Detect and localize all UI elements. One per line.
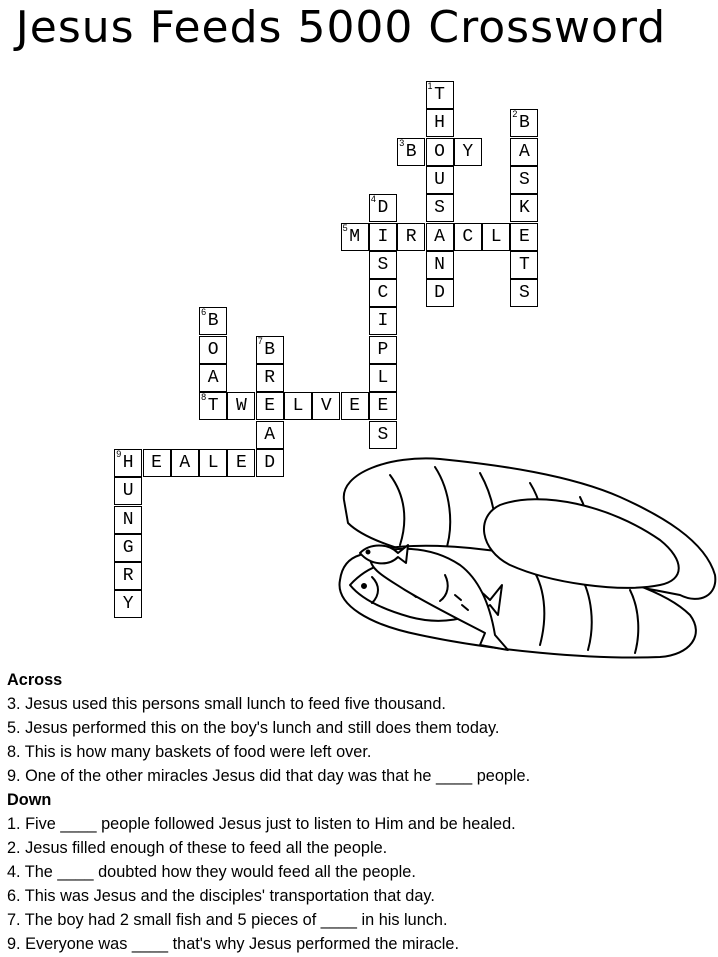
crossword-cell <box>510 194 538 222</box>
cell-letter: Y <box>462 141 474 162</box>
clue-across: 3. Jesus used this persons small lunch to feed five thousand. <box>7 695 446 713</box>
crossword-cell <box>227 392 255 420</box>
crossword-cell <box>369 223 397 251</box>
clue-across: 8. This is how many baskets of food were left over. <box>7 743 372 761</box>
cell-letter: E <box>264 396 276 417</box>
cell-letter: B <box>207 311 219 332</box>
clue-down: 9. Everyone was ____ that's why Jesus performed the miracle. <box>7 935 459 953</box>
crossword-cell <box>426 166 454 194</box>
crossword-cell <box>397 138 425 166</box>
cell-letter: R <box>405 226 417 247</box>
cell-letter: C <box>462 226 474 247</box>
crossword-cell <box>114 562 142 590</box>
clue-number: 2 <box>512 109 518 120</box>
crossword-cell <box>426 194 454 222</box>
crossword-cell <box>114 477 142 505</box>
crossword-cell <box>510 166 538 194</box>
cell-letter: A <box>179 452 191 473</box>
cell-letter: E <box>518 226 530 247</box>
crossword-cell <box>256 364 284 392</box>
crossword-cell <box>369 194 397 222</box>
clue-down: 6. This was Jesus and the disciples' transportation that day. <box>7 887 435 905</box>
cell-letter: R <box>122 566 134 587</box>
cell-letter: L <box>207 452 219 473</box>
crossword-cell <box>114 449 142 477</box>
clue-down: 1. Five ____ people followed Jesus just to listen to Him and be healed. <box>7 815 516 833</box>
crossword-cell <box>143 449 171 477</box>
cell-letter: D <box>264 452 276 473</box>
cell-letter: C <box>377 283 389 304</box>
cell-letter: T <box>207 396 219 417</box>
crossword-cell <box>256 336 284 364</box>
crossword-cell <box>341 392 369 420</box>
cell-letter: B <box>264 339 276 360</box>
cell-letter: A <box>207 368 219 388</box>
cell-letter: S <box>434 198 445 219</box>
cell-letter: S <box>377 424 389 445</box>
cell-letter: S <box>518 169 530 190</box>
clue-down: 4. The ____ doubted how they would feed all the people. <box>7 863 416 881</box>
cell-letter: D <box>377 198 389 219</box>
crossword-cell <box>369 364 397 392</box>
cell-letter: E <box>377 396 389 417</box>
crossword-cell <box>227 449 255 477</box>
crossword-cell <box>426 279 454 307</box>
page-title: Jesus Feeds 5000 Crossword <box>15 2 667 53</box>
clue-number: 9 <box>116 448 122 459</box>
clue-down: 2. Jesus filled enough of these to feed all the people. <box>7 839 388 857</box>
cell-letter: A <box>518 141 530 162</box>
cell-letter: T <box>434 85 445 105</box>
crossword-cell <box>510 279 538 307</box>
clue-across: 5. Jesus performed this on the boy's lunch and still does them today. <box>7 719 500 737</box>
cell-letter: B <box>405 141 417 162</box>
crossword-cell <box>199 307 227 335</box>
crossword-cell <box>369 336 397 364</box>
crossword-cell <box>256 392 284 420</box>
crossword-cell <box>369 307 397 335</box>
crossword-cell <box>426 223 454 251</box>
crossword-cell <box>454 138 482 166</box>
crossword-cell <box>426 81 454 109</box>
crossword-cell <box>114 534 142 562</box>
clue-number: 5 <box>342 222 348 233</box>
cell-letter: N <box>122 509 134 530</box>
cell-letter: N <box>434 254 445 275</box>
cell-letter: G <box>122 537 134 558</box>
cell-letter: O <box>207 339 219 360</box>
cell-letter: I <box>377 311 389 332</box>
cell-letter: I <box>377 226 389 247</box>
cell-letter: K <box>518 198 530 219</box>
clue-number: 7 <box>257 335 263 346</box>
crossword-cell <box>397 223 425 251</box>
crossword-cell <box>426 109 454 137</box>
cell-letter: W <box>235 396 247 417</box>
cell-letter: A <box>264 424 276 445</box>
cell-letter: T <box>518 254 530 275</box>
crossword-cell <box>369 392 397 420</box>
crossword-cell <box>369 279 397 307</box>
crossword-cell <box>454 223 482 251</box>
across-heading: Across <box>7 671 63 689</box>
crossword-cell <box>199 392 227 420</box>
cell-letter: V <box>320 396 332 417</box>
crossword-cell <box>510 251 538 279</box>
cell-letter: L <box>490 226 502 247</box>
cell-letter: S <box>518 283 530 304</box>
clue-number: 4 <box>370 194 376 205</box>
crossword-cell <box>284 392 312 420</box>
crossword-cell <box>510 109 538 137</box>
cell-letter: E <box>349 396 360 417</box>
crossword-cell <box>256 449 284 477</box>
clue-across: 9. One of the other miracles Jesus did that day was that he ____ people. <box>7 767 531 785</box>
crossword-cell <box>114 590 142 618</box>
cell-letter: R <box>264 368 276 388</box>
crossword-cell <box>369 251 397 279</box>
down-heading: Down <box>7 791 52 809</box>
crossword-cell <box>199 336 227 364</box>
clue-down: 7. The boy had 2 small fish and 5 pieces of ____ in his lunch. <box>7 911 448 929</box>
crossword-cell <box>312 392 340 420</box>
cell-letter: S <box>377 254 389 275</box>
cell-letter: D <box>434 283 445 304</box>
clue-number: 1 <box>427 81 433 91</box>
crossword-cell <box>256 421 284 449</box>
crossword-cell <box>171 449 199 477</box>
cell-letter: L <box>292 396 304 417</box>
clue-list <box>7 668 712 956</box>
cell-letter: U <box>122 481 134 502</box>
cell-letter: L <box>377 368 389 388</box>
cell-letter: M <box>349 226 360 247</box>
clue-number: 3 <box>399 137 405 148</box>
clue-number: 8 <box>201 392 207 403</box>
cell-letter: A <box>434 226 445 247</box>
crossword-cell <box>341 223 369 251</box>
crossword-cell <box>199 449 227 477</box>
cell-letter: E <box>235 452 247 473</box>
crossword-cell <box>114 506 142 534</box>
crossword-cell <box>482 223 510 251</box>
cell-letter: B <box>518 113 530 134</box>
cell-letter: P <box>377 339 389 360</box>
cell-letter: H <box>122 452 134 473</box>
cell-letter: Y <box>122 594 134 615</box>
cell-letter: U <box>434 169 445 190</box>
crossword-cell <box>510 138 538 166</box>
cell-letter: O <box>434 141 445 162</box>
crossword-cell <box>426 138 454 166</box>
loaves-and-fishes-illustration <box>330 445 718 665</box>
clue-number: 6 <box>201 307 207 318</box>
crossword-cell <box>199 364 227 392</box>
crossword-cell <box>510 223 538 251</box>
cell-letter: H <box>434 113 445 134</box>
crossword-cell <box>426 251 454 279</box>
cell-letter: E <box>151 452 162 473</box>
